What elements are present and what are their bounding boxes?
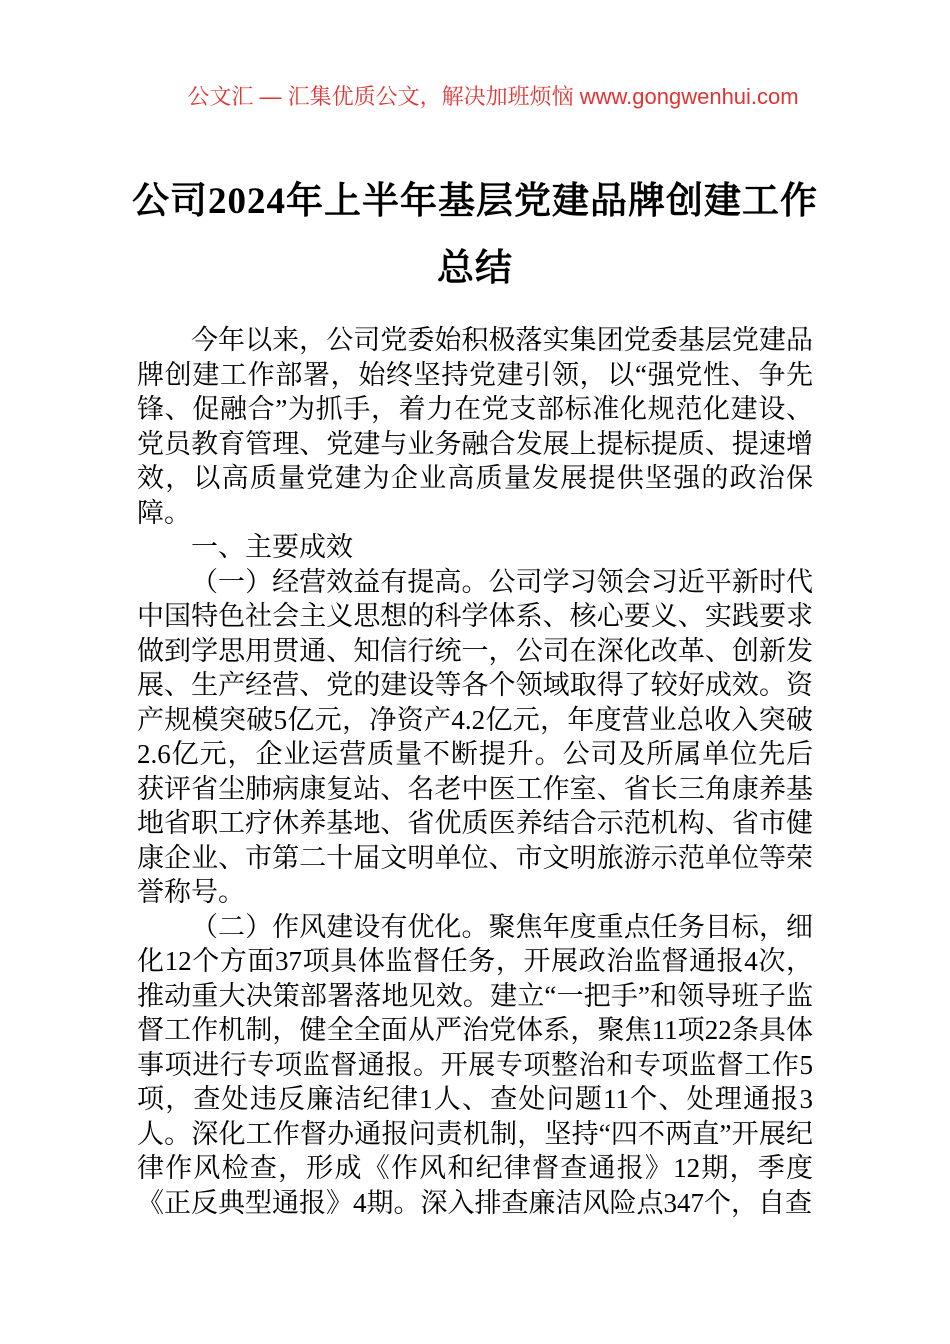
watermark-text: 公文汇 — 汇集优质公文，解决加班烦恼 www.gongwenhui.com (187, 84, 799, 109)
document-title-line-2: 总结 (437, 248, 513, 289)
paragraph-business-results: （一）经营效益有提高。公司学习领会习近平新时代中国特色社会主义思想的科学体系、核心要义、实践要求做到学思用贯通、知信行统一，公司在深化改革、创新发展、生产经营、党的建设等各个领域取得了较好成效。资产规模突破5亿元，净资产4.2亿元，年度营业总收入突破2.6亿元，企业运营质量不断提升。公司及所属单位先后获评省尘肺病康复站、名老中医工作室、省长三角康养基地省职工疗休养基地、省优质医养结合示范机构、省市健康企业、市第二十届文明单位、市文明旅游示范单位等荣誉称号。 (137, 566, 813, 907)
site-watermark (0, 84, 950, 110)
document-title (0, 168, 950, 302)
document-title-line-1: 公司2024年上半年基层党建品牌创建工作 (132, 181, 818, 222)
document-body (137, 323, 813, 1220)
paragraph-work-style: （二）作风建设有优化。聚焦年度重点任务目标，细化12个方面37项具体监督任务，开展政治监督通报4次，推动重大决策部署落地见效。建立“一把手”和领导班子监督工作机制，健全全面从严治党体系，聚焦11项22条具体事项进行专项监督通报。开展专项整治和专项监督工作5项，查处违反廉洁纪律1人、查处问题11个、处理通报3人。深化工作督办通报问责机制，坚持“四不两直”开展纪律作风检查，形成《作风和纪律督查通报》12期，季度《正反典型通报》4期。深入排查廉洁风险点347个，自查 (137, 911, 813, 1218)
section-heading-main-results: 一、主要成效 (191, 532, 353, 562)
paragraph-intro: 今年以来，公司党委始积极落实集团党委基层党建品牌创建工作部署，始终坚持党建引领，以“强党性、争先锋、促融合”为抓手，着力在党支部标准化规范化建设、党员教育管理、党建与业务融合发展上提标提质、提速增效，以高质量党建为企业高质量发展提供坚强的政治保障。 (137, 325, 813, 528)
